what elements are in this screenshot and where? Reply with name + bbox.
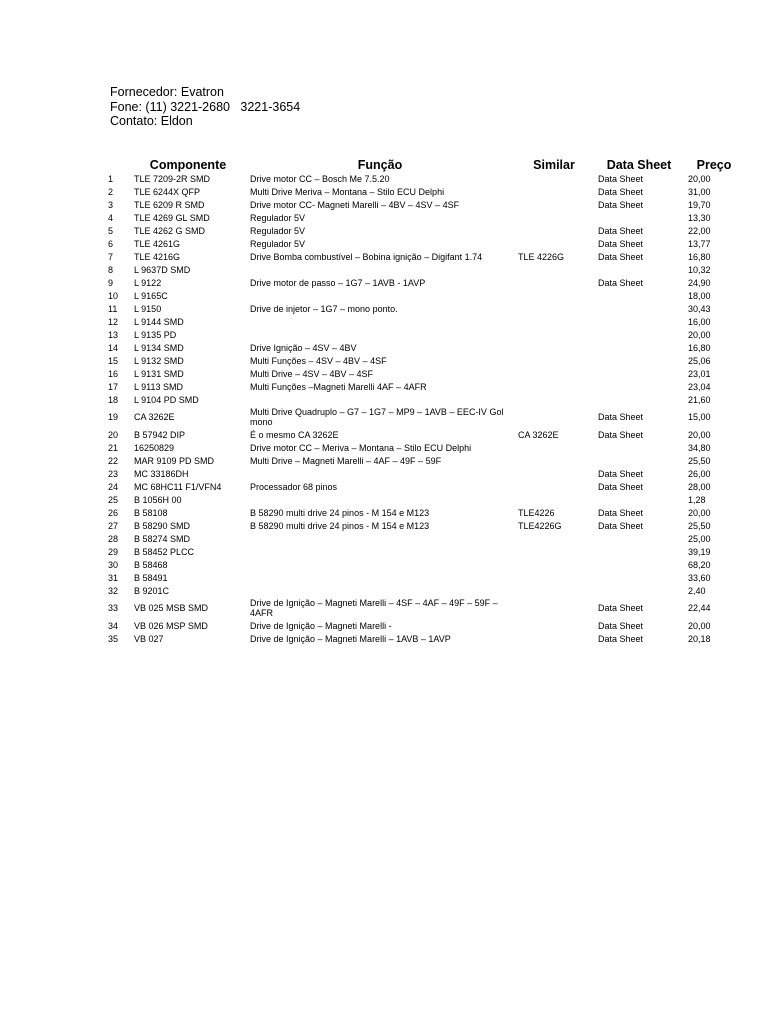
table-row (104, 441, 744, 454)
cell-similar (514, 632, 594, 645)
cell-number: 3 (108, 199, 114, 210)
cell-number: 34 (108, 620, 119, 631)
col-header-data-sheet: Data Sheet (606, 158, 672, 172)
cell-data-sheet: Data Sheet (598, 603, 644, 613)
table-row (104, 393, 744, 406)
cell-component: TLE 6209 R SMD (134, 199, 205, 210)
table-row (104, 619, 744, 632)
cell-data-sheet (594, 493, 684, 506)
cell-number: 30 (108, 559, 119, 570)
cell-similar (514, 367, 594, 380)
cell-function: É o mesmo CA 3262E (250, 429, 339, 440)
cell-function: B 58290 multi drive 24 pinos - M 154 e M123 (250, 507, 430, 518)
cell-data-sheet: Data Sheet (598, 173, 644, 184)
cell-similar (514, 354, 594, 367)
cell-component: L 9104 PD SMD (134, 394, 199, 405)
cell-similar (514, 185, 594, 198)
table-header-row (104, 156, 744, 172)
cell-price: 20,00 (688, 329, 711, 340)
cell-data-sheet: Data Sheet (598, 412, 644, 422)
cell-function: Drive Bomba combustível – Bobina ignição – Digifant 1.74 (250, 251, 483, 262)
cell-number: 7 (108, 251, 114, 262)
cell-price: 25,50 (688, 520, 711, 531)
cell-data-sheet (594, 302, 684, 315)
table-row (104, 480, 744, 493)
cell-function: Drive de injetor – 1G7 – mono ponto. (250, 303, 398, 314)
cell-component: TLE 4261G (134, 238, 181, 249)
cell-component: B 58491 (134, 572, 168, 583)
cell-number: 16 (108, 368, 119, 379)
cell-similar (514, 289, 594, 302)
cell-data-sheet (594, 532, 684, 545)
cell-price: 20,00 (688, 173, 711, 184)
table-row (104, 532, 744, 545)
cell-number: 26 (108, 507, 119, 518)
cell-number: 31 (108, 572, 119, 583)
cell-function: Multi Drive – Magneti Marelli – 4AF – 49F – 59F (250, 455, 442, 466)
table-row (104, 289, 744, 302)
col-header-funcao: Função (357, 158, 403, 172)
table-row (104, 506, 744, 519)
cell-price: 25,50 (688, 455, 711, 466)
cell-component: B 58108 (134, 507, 168, 518)
cell-data-sheet (594, 393, 684, 406)
cell-data-sheet (594, 328, 684, 341)
cell-function (246, 493, 514, 506)
cell-data-sheet (594, 341, 684, 354)
cell-price: 39,19 (688, 546, 711, 557)
cell-data-sheet: Data Sheet (598, 481, 644, 492)
cell-number: 13 (108, 329, 119, 340)
cell-component: VB 026 MSP SMD (134, 620, 208, 631)
cell-similar (514, 441, 594, 454)
cell-number: 6 (108, 238, 114, 249)
cell-function (246, 584, 514, 597)
cell-similar (514, 480, 594, 493)
table-row (104, 211, 744, 224)
cell-number: 24 (108, 481, 119, 492)
cell-component: VB 025 MSB SMD (134, 603, 209, 613)
cell-component: TLE 4216G (134, 251, 181, 262)
cell-component: TLE 6244X QFP (134, 186, 201, 197)
table-row (104, 406, 744, 428)
supplier-contact: Contato: Eldon (110, 114, 193, 128)
cell-component: L 9165C (134, 290, 168, 301)
cell-similar (514, 276, 594, 289)
cell-data-sheet: Data Sheet (598, 238, 644, 249)
cell-number: 11 (108, 303, 118, 314)
cell-data-sheet: Data Sheet (598, 620, 644, 631)
cell-similar (514, 263, 594, 276)
cell-data-sheet (594, 584, 684, 597)
cell-similar (514, 315, 594, 328)
cell-price: 25,00 (688, 533, 711, 544)
cell-number: 22 (108, 455, 119, 466)
cell-data-sheet (594, 354, 684, 367)
cell-data-sheet (594, 380, 684, 393)
cell-similar (514, 328, 594, 341)
cell-component: B 9201C (134, 585, 170, 596)
cell-data-sheet: Data Sheet (598, 251, 644, 262)
cell-price: 24,90 (688, 277, 711, 288)
cell-data-sheet (594, 211, 684, 224)
cell-function (246, 263, 514, 276)
cell-similar (514, 545, 594, 558)
table-row (104, 545, 744, 558)
cell-number: 17 (108, 381, 119, 392)
cell-number: 21 (108, 442, 119, 453)
table-body (104, 172, 744, 645)
cell-similar (514, 532, 594, 545)
table-row (104, 224, 744, 237)
cell-data-sheet (594, 454, 684, 467)
cell-function: Regulador 5V (250, 212, 306, 223)
table-row (104, 198, 744, 211)
cell-component: B 58290 SMD (134, 520, 191, 531)
supplier-header (110, 85, 300, 129)
supplier-name: Fornecedor: Evatron (110, 85, 224, 99)
cell-component: 16250829 (134, 442, 175, 453)
cell-similar (514, 467, 594, 480)
cell-similar (514, 406, 594, 428)
table-row (104, 428, 744, 441)
table-row (104, 263, 744, 276)
cell-number: 4 (108, 212, 114, 223)
cell-price: 18,00 (688, 290, 711, 301)
cell-component: L 9637D SMD (134, 264, 191, 275)
cell-number: 2 (108, 186, 114, 197)
table-row (104, 172, 744, 185)
cell-price: 33,60 (688, 572, 711, 583)
cell-number: 10 (108, 290, 119, 301)
cell-price: 19,70 (688, 199, 711, 210)
cell-similar (514, 619, 594, 632)
cell-price: 13,77 (688, 238, 711, 249)
table-row (104, 276, 744, 289)
cell-similar (514, 172, 594, 185)
cell-function: Drive motor CC- Magneti Marelli – 4BV – 4SV – 4SF (250, 199, 460, 210)
col-header-number (104, 156, 130, 172)
cell-number: 14 (108, 342, 119, 353)
cell-component: MC 68HC11 F1/VFN4 (134, 481, 222, 492)
cell-component: CA 3262E (134, 412, 175, 422)
cell-function: Regulador 5V (250, 238, 306, 249)
table-row (104, 354, 744, 367)
cell-similar (514, 584, 594, 597)
cell-similar (514, 341, 594, 354)
cell-component: B 57942 DIP (134, 429, 186, 440)
cell-similar (514, 237, 594, 250)
cell-price: 23,01 (688, 368, 711, 379)
cell-function (246, 532, 514, 545)
cell-price: 30,43 (688, 303, 711, 314)
cell-function: Multi Funções –Magneti Marelli 4AF – 4AFR (250, 381, 427, 392)
cell-data-sheet (594, 545, 684, 558)
cell-function: B 58290 multi drive 24 pinos - M 154 e M123 (250, 520, 430, 531)
cell-price: 15,00 (688, 412, 711, 422)
table-row (104, 237, 744, 250)
cell-similar (514, 558, 594, 571)
cell-similar (514, 571, 594, 584)
cell-similar (514, 224, 594, 237)
cell-price: 21,60 (688, 394, 711, 405)
cell-price: 34,80 (688, 442, 711, 453)
cell-function: Multi Drive – 4SV – 4BV – 4SF (250, 368, 374, 379)
cell-function: Drive motor de passo – 1G7 – 1AVB - 1AVP (250, 277, 426, 288)
cell-price: 28,00 (688, 481, 711, 492)
cell-number: 35 (108, 633, 119, 644)
cell-price: 16,80 (688, 251, 711, 262)
cell-price: 20,18 (688, 633, 711, 644)
cell-data-sheet: Data Sheet (598, 520, 644, 531)
cell-function: Multi Drive Meriva – Montana – Stilo ECU Delphi (250, 186, 445, 197)
cell-component: VB 027 (134, 633, 164, 644)
cell-number: 23 (108, 468, 119, 479)
table-row (104, 185, 744, 198)
cell-number: 5 (108, 225, 114, 236)
cell-price: 20,00 (688, 507, 711, 518)
table-row (104, 519, 744, 532)
cell-component: TLE 4269 GL SMD (134, 212, 210, 223)
cell-price: 10,32 (688, 264, 711, 275)
cell-number: 18 (108, 394, 119, 405)
cell-data-sheet (594, 315, 684, 328)
cell-price: 22,00 (688, 225, 711, 236)
cell-price: 20,00 (688, 620, 711, 631)
table-row (104, 632, 744, 645)
cell-similar (514, 393, 594, 406)
cell-data-sheet: Data Sheet (598, 507, 644, 518)
cell-component: MC 33186DH (134, 468, 189, 479)
cell-similar (514, 211, 594, 224)
cell-similar: TLE 4226G (518, 251, 565, 262)
cell-component: L 9113 SMD (134, 381, 184, 392)
cell-function (246, 393, 514, 406)
table-row (104, 328, 744, 341)
cell-function: Processador 68 pinos (250, 481, 338, 492)
cell-function: Drive de Ignição – Magneti Marelli - (250, 620, 392, 631)
table-row (104, 367, 744, 380)
cell-price: 68,20 (688, 559, 711, 570)
cell-similar (514, 198, 594, 211)
cell-similar (514, 454, 594, 467)
col-header-preco: Preço (696, 158, 732, 172)
table-row (104, 493, 744, 506)
cell-price: 16,00 (688, 316, 711, 327)
cell-data-sheet: Data Sheet (598, 468, 644, 479)
table-row (104, 380, 744, 393)
cell-number: 12 (108, 316, 119, 327)
cell-number: 9 (108, 277, 114, 288)
cell-number: 20 (108, 429, 119, 440)
cell-price: 2,40 (688, 585, 706, 596)
cell-number: 25 (108, 494, 119, 505)
cell-similar (514, 493, 594, 506)
cell-similar: TLE4226G (518, 520, 562, 531)
cell-function: Drive de Ignição – Magneti Marelli – 4SF – 4AF – 49F – 59F – 4AFR (250, 598, 498, 618)
cell-data-sheet: Data Sheet (598, 633, 644, 644)
table-row (104, 454, 744, 467)
cell-price: 1,28 (688, 494, 706, 505)
cell-number: 1 (108, 173, 114, 184)
cell-number: 33 (108, 603, 119, 613)
cell-component: L 9122 (134, 277, 162, 288)
col-header-componente: Componente (149, 158, 227, 172)
cell-component: B 58274 SMD (134, 533, 191, 544)
cell-component: B 1056H 00 (134, 494, 182, 505)
cell-number: 15 (108, 355, 119, 366)
cell-data-sheet (594, 441, 684, 454)
cell-data-sheet: Data Sheet (598, 186, 644, 197)
cell-price: 31,00 (688, 186, 711, 197)
table-row (104, 315, 744, 328)
cell-function: Drive de Ignição – Magneti Marelli – 1AVB – 1AVP (250, 633, 451, 644)
cell-data-sheet: Data Sheet (598, 277, 644, 288)
cell-number: 8 (108, 264, 114, 275)
cell-component: TLE 7209-2R SMD (134, 173, 211, 184)
cell-number: 29 (108, 546, 119, 557)
cell-component: L 9144 SMD (134, 316, 184, 327)
cell-data-sheet (594, 571, 684, 584)
table-row (104, 341, 744, 354)
cell-price: 16,80 (688, 342, 711, 353)
cell-data-sheet (594, 289, 684, 302)
cell-number: 32 (108, 585, 119, 596)
cell-data-sheet: Data Sheet (598, 199, 644, 210)
cell-function (246, 571, 514, 584)
table-row (104, 250, 744, 263)
cell-number: 19 (108, 412, 119, 422)
cell-function (246, 328, 514, 341)
cell-data-sheet (594, 558, 684, 571)
table-row (104, 302, 744, 315)
cell-function (246, 558, 514, 571)
table-row (104, 571, 744, 584)
cell-data-sheet (594, 263, 684, 276)
col-header-similar: Similar (533, 158, 575, 172)
cell-function (246, 289, 514, 302)
cell-similar (514, 597, 594, 619)
cell-price: 26,00 (688, 468, 711, 479)
cell-component: MAR 9109 PD SMD (134, 455, 215, 466)
cell-function (246, 315, 514, 328)
cell-similar: CA 3262E (518, 429, 559, 440)
cell-function: Multi Funções – 4SV – 4BV – 4SF (250, 355, 387, 366)
cell-component: L 9131 SMD (134, 368, 184, 379)
cell-price: 22,44 (688, 603, 711, 613)
cell-similar (514, 380, 594, 393)
cell-price: 20,00 (688, 429, 711, 440)
cell-function (246, 545, 514, 558)
cell-component: L 9150 (134, 303, 162, 314)
cell-number: 28 (108, 533, 119, 544)
cell-data-sheet: Data Sheet (598, 429, 644, 440)
cell-function: Regulador 5V (250, 225, 306, 236)
table-row (104, 584, 744, 597)
cell-component: B 58468 (134, 559, 168, 570)
table-row (104, 558, 744, 571)
cell-component: TLE 4262 G SMD (134, 225, 206, 236)
cell-similar: TLE4226 (518, 507, 555, 518)
table-row (104, 597, 744, 619)
cell-data-sheet: Data Sheet (598, 225, 644, 236)
cell-function: Multi Drive Quadruplo – G7 – 1G7 – MP9 – 1AVB – EEC-IV Gol mono (250, 407, 504, 427)
cell-price: 23,04 (688, 381, 711, 392)
cell-function (246, 467, 514, 480)
cell-price: 13,30 (688, 212, 711, 223)
cell-component: L 9135 PD (134, 329, 177, 340)
cell-data-sheet (594, 367, 684, 380)
cell-function: Drive motor CC – Bosch Me 7.5.20 (250, 173, 390, 184)
cell-price: 25,06 (688, 355, 711, 366)
cell-number: 27 (108, 520, 119, 531)
parts-table (104, 156, 744, 645)
cell-similar (514, 302, 594, 315)
cell-component: L 9134 SMD (134, 342, 184, 353)
supplier-phone: Fone: (11) 3221-2680 3221-3654 (110, 99, 301, 114)
cell-function: Drive motor CC – Meriva – Montana – Stilo ECU Delphi (250, 442, 472, 453)
table-row (104, 467, 744, 480)
cell-component: L 9132 SMD (134, 355, 184, 366)
cell-function: Drive Ignição – 4SV – 4BV (250, 342, 357, 353)
cell-component: B 58452 PLCC (134, 546, 195, 557)
